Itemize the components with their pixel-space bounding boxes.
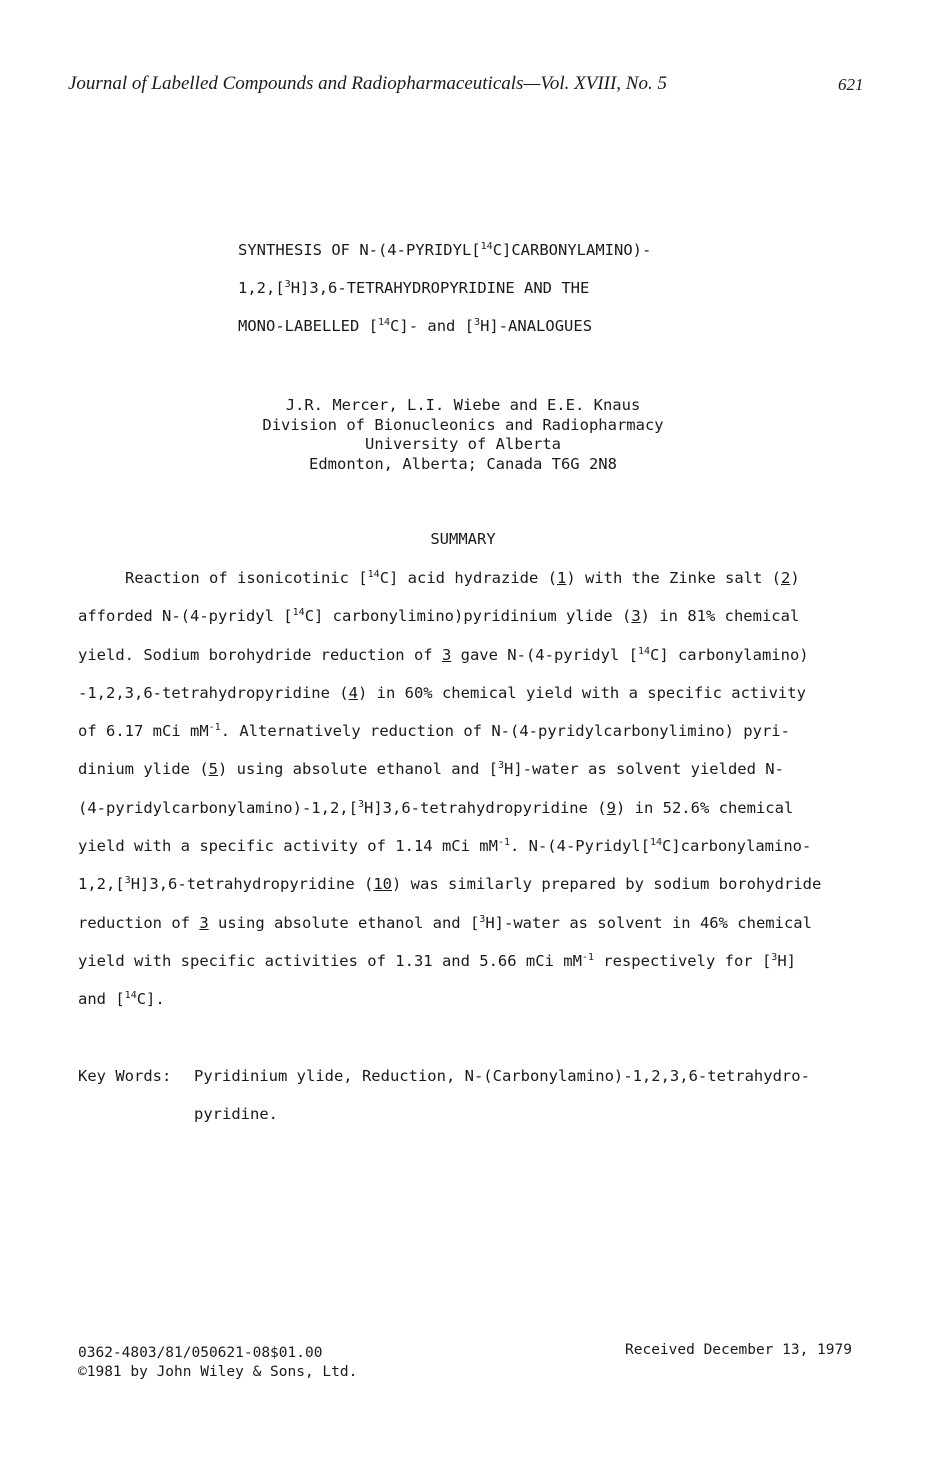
author-names: J.R. Mercer, L.I. Wiebe and E.E. Knaus bbox=[285, 396, 641, 414]
running-head: Journal of Labelled Compounds and Radiopharmaceuticals—Vol. XVIII, No. 5 bbox=[68, 73, 667, 94]
summary-line: reduction of 3 using absolute ethanol and [$^3$H]-water as solvent in 46% chemical bbox=[78, 913, 812, 932]
summary-line: (4-pyridylcarbonylamino)-1,2,[$^3$H]3,6-tetrahydropyridine (9) in 52.6% chemical bbox=[78, 798, 794, 817]
summary-heading: SUMMARY bbox=[430, 530, 496, 548]
summary-line: yield. Sodium borohydride reduction of 3 gave N-(4-pyridyl [$^{14}$C] carbonylamino) bbox=[78, 645, 809, 664]
author-division: Division of Bionucleonics and Radiopharmacy bbox=[262, 415, 664, 434]
issn-code: 0362-4803/81/050621-08$01.00 bbox=[78, 1345, 323, 1361]
summary-line: afforded N-(4-pyridyl [$^{14}$C] carbonylimino)pyridinium ylide (3) in 81% chemical bbox=[78, 607, 800, 626]
title-line-3: MONO-LABELLED [$^{14}$C]- and [$^3$H]-ANALOGUES bbox=[238, 317, 593, 335]
keywords-continuation: pyridine. bbox=[194, 1105, 278, 1123]
summary-line: yield with specific activities of 1.31 and 5.66 mCi $mM^{-1}$ respectively for [$^3$H] bbox=[78, 951, 796, 970]
page-number: 621 bbox=[838, 75, 864, 94]
received-date: Received December 13, 1979 bbox=[625, 1342, 852, 1358]
article-title bbox=[238, 238, 651, 352]
summary-line: dinium ylide (5) using absolute ethanol and [$^3$H]-water as solvent yielded N- bbox=[78, 760, 784, 779]
summary-line: yield with a specific activity of 1.14 mCi $mM^{-1}$. N-(4-Pyridyl[$^{14}$C]carbonylamino- bbox=[78, 837, 812, 856]
summary-line: 1,2,[$^3$H]3,6-tetrahydropyridine (10) was similarly prepared by sodium borohydride bbox=[78, 875, 822, 894]
title-line-1: SYNTHESIS OF N-(4-PYRIDYL[$^{14}$C]CARBONYLAMINO)- bbox=[238, 241, 652, 259]
keywords-text: Pyridinium ylide, Reduction, N-(Carbonylamino)-1,2,3,6-tetrahydro- bbox=[194, 1067, 810, 1085]
author-location: Edmonton, Alberta; Canada T6G 2N8 bbox=[309, 454, 617, 473]
summary-line: and [$^{14}$C]. bbox=[78, 990, 165, 1009]
keywords-label: Key Words: bbox=[78, 1067, 172, 1085]
keywords-block bbox=[78, 1063, 810, 1139]
title-line-2: 1,2,[$^3$H]3,6-TETRAHYDROPYRIDINE AND THE bbox=[238, 279, 590, 297]
copyright-notice: ©1981 by John Wiley & Sons, Ltd. bbox=[78, 1364, 358, 1380]
summary-line: of 6.17 mCi $mM^{-1}$. Alternatively reduction of N-(4-pyridylcarbonylimino) pyri- bbox=[78, 722, 790, 741]
summary-body bbox=[78, 565, 821, 1025]
footer-left bbox=[78, 1344, 357, 1382]
author-university: University of Alberta bbox=[365, 435, 561, 453]
author-block bbox=[200, 396, 726, 474]
summary-line: -1,2,3,6-tetrahydropyridine (4) in 60% chemical yield with a specific activity bbox=[78, 683, 806, 702]
summary-line: Reaction of isonicotinic [$^{14}$C] acid hydrazide (1) with the Zinke salt (2) bbox=[125, 569, 800, 587]
